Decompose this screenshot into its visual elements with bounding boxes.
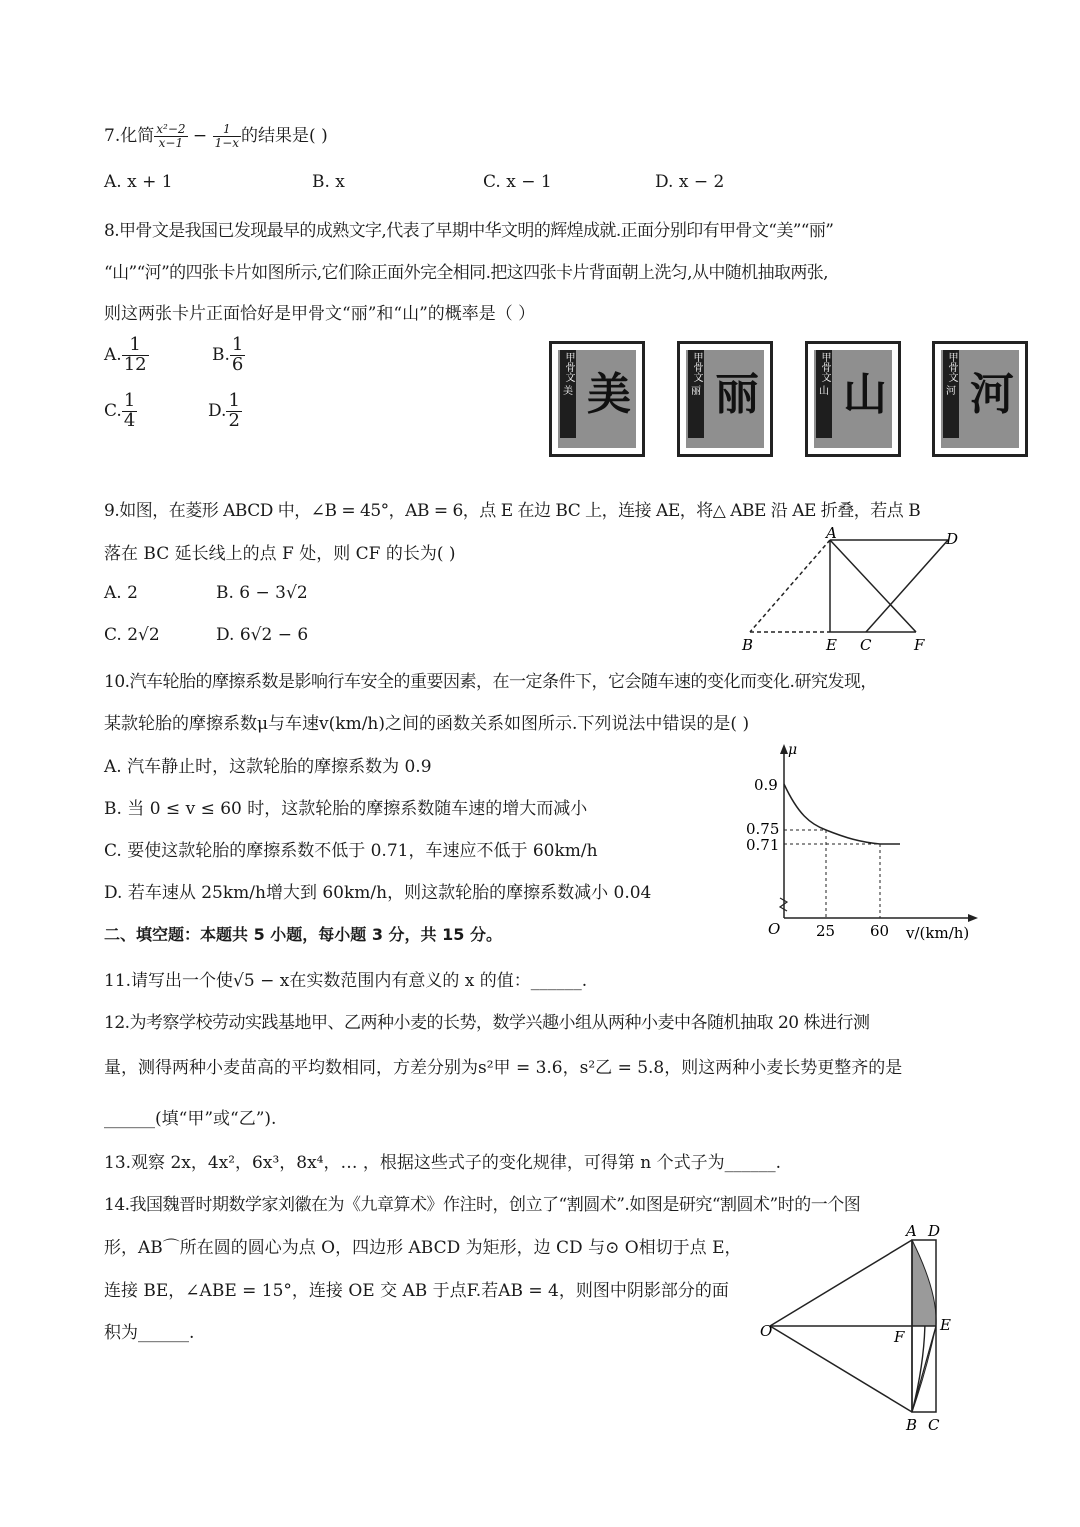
label-F: F xyxy=(894,1328,905,1346)
label-B: B xyxy=(906,1416,918,1434)
q8-option-d xyxy=(208,392,242,431)
q8-line-2: “山”“河”的四张卡片如图所示,它们除正面外完全相同.把这四张卡片背面朝上洗匀,从中随机抽取两张, xyxy=(104,263,828,283)
card-strip xyxy=(943,350,959,438)
y-tick-0-9: 0.9 xyxy=(754,776,778,794)
q7-fraction-2 xyxy=(213,123,241,149)
label-O: O xyxy=(760,1322,773,1340)
q7-frac2-den: 1−x xyxy=(214,136,240,150)
oracle-glyph-he: 河 xyxy=(970,369,1014,420)
card-strip xyxy=(816,350,832,438)
label-A: A xyxy=(906,1222,917,1240)
q14-line-2: 形，AB⌒所在圆的圆心为点 O，四边形 ABCD 为矩形，边 CD 与⊙ O相切于点 E， xyxy=(104,1238,742,1258)
q10-line-2: 某款轮胎的摩擦系数μ与车速v(km/h)之间的函数关系如图所示.下列说法中错误的是( ) xyxy=(104,714,750,734)
q7-prefix: 7.化简 xyxy=(104,126,155,146)
x-axis-label: v/(km/h) xyxy=(906,924,970,942)
q9-line-2: 落在 BC 延长线上的点 F 处，则 CF 的长为( ) xyxy=(104,544,456,564)
oracle-card-he xyxy=(932,341,1028,457)
card-strip-text: 甲骨文 xyxy=(563,352,574,382)
card-tag: 丽 xyxy=(691,386,701,397)
label-D: D xyxy=(946,530,959,548)
label-D: D xyxy=(928,1222,941,1240)
q8-option-d-num: 1 xyxy=(228,390,240,411)
q11-text: 11.请写出一个使√5 − x在实数范围内有意义的 x 的值：______. xyxy=(104,971,588,991)
q8-option-b xyxy=(212,336,245,375)
q9-option-b: B. 6 − 3√2 xyxy=(216,583,308,603)
q7-minus: − xyxy=(192,126,208,146)
q9-option-c: C. 2√2 xyxy=(104,625,160,645)
q10-line-1: 10.汽车轮胎的摩擦系数是影响行车安全的重要因素，在一定条件下，它会随车速的变化而变化.研究发现， xyxy=(104,672,877,692)
card-tag: 美 xyxy=(563,386,573,397)
q8-option-d-den: 2 xyxy=(228,409,240,431)
q8-option-c xyxy=(104,392,137,431)
card-tag: 山 xyxy=(819,386,829,397)
q13-text: 13.观察 2x，4x²，6x³，8x⁴，… ，根据这些式子的变化规律，可得第 n 个式子为______. xyxy=(104,1153,782,1173)
oracle-card-shan xyxy=(805,341,901,457)
rhombus-figure xyxy=(730,524,980,658)
q7-option-c: C. x − 1 xyxy=(483,172,552,192)
q7-suffix: 的结果是( ) xyxy=(241,126,328,146)
q9-option-a: A. 2 xyxy=(104,583,138,603)
label-A: A xyxy=(826,524,837,542)
y-axis-label: μ xyxy=(788,742,798,758)
q8-line-3: 则这两张卡片正面恰好是甲骨文“丽”和“山”的概率是（ ） xyxy=(104,304,536,324)
circle-cutting-figure xyxy=(756,1222,976,1436)
q8-option-c-fraction xyxy=(122,392,137,431)
q10-option-a: A. 汽车静止时，这款轮胎的摩擦系数为 0.9 xyxy=(104,757,432,777)
q8-line-1: 8.甲骨文是我国已发现最早的成熟文字,代表了早期中华文明的辉煌成就.正面分别印有甲骨文“美”“丽” xyxy=(104,221,834,241)
label-C: C xyxy=(928,1416,940,1434)
q12-line-1: 12.为考察学校劳动实践基地甲、乙两种小麦的长势，数学兴趣小组从两种小麦中各随机抽取 20 株进行测 xyxy=(104,1013,870,1033)
label-B: B xyxy=(742,636,754,654)
q8-option-b-num: 1 xyxy=(231,334,244,355)
q8-option-a-label: A. xyxy=(104,344,122,365)
oracle-glyph-mei: 美 xyxy=(587,369,631,420)
q8-option-a-num: 1 xyxy=(122,336,149,356)
q14-line-4: 积为______. xyxy=(104,1323,195,1343)
x-tick-60: 60 xyxy=(870,922,890,940)
q7-stem xyxy=(104,116,328,156)
q8-option-b-den: 6 xyxy=(231,353,244,375)
q9-line-1: 9.如图，在菱形 ABCD 中，∠B = 45°，AB = 6，点 E 在边 BC 上，连接 AE，将△ ABE 沿 AE 折叠，若点 B xyxy=(104,501,921,521)
oracle-glyph-shan: 山 xyxy=(843,369,887,420)
q7-option-a: A. x + 1 xyxy=(104,172,173,192)
section-2-heading: 二、填空题：本题共 5 小题，每小题 3 分，共 15 分。 xyxy=(104,925,502,944)
q8-option-d-fraction xyxy=(226,392,241,431)
q8-option-a xyxy=(104,336,149,375)
card-strip xyxy=(688,350,704,438)
q7-frac1-num: x²−2 xyxy=(156,122,186,137)
friction-graph xyxy=(746,742,990,942)
card-tag: 河 xyxy=(946,386,956,397)
q7-option-d: D. x − 2 xyxy=(655,172,725,192)
q10-option-b: B. 当 0 ≤ v ≤ 60 时，这款轮胎的摩擦系数随车速的增大而减小 xyxy=(104,799,588,819)
oracle-card-mei xyxy=(549,341,645,457)
q12-line-2: 量，测得两种小麦苗高的平均数相同，方差分别为s²甲 = 3.6，s²乙 = 5.8，则这两种小麦长势更整齐的是 xyxy=(104,1058,903,1078)
oracle-glyph-li: 丽 xyxy=(715,369,759,420)
q8-option-b-fraction xyxy=(230,336,245,375)
label-C: C xyxy=(860,636,872,654)
q7-option-b: B. x xyxy=(312,172,345,192)
q14-line-3: 连接 BE，∠ABE = 15°，连接 OE 交 AB 于点F.若AB = 4，则图中阴影部分的面 xyxy=(104,1281,729,1301)
q7-fraction-1 xyxy=(154,123,187,149)
card-strip-text: 甲骨文 xyxy=(946,352,957,382)
q8-option-c-num: 1 xyxy=(123,390,136,411)
q12-line-3: ______(填“甲”或“乙”). xyxy=(104,1109,277,1129)
q8-option-c-den: 4 xyxy=(123,409,136,431)
label-E: E xyxy=(826,636,837,654)
card-strip-text: 甲骨文 xyxy=(819,352,830,382)
q9-option-d: D. 6√2 − 6 xyxy=(216,625,309,645)
q8-option-c-label: C. xyxy=(104,400,122,421)
q8-option-b-label: B. xyxy=(212,344,230,365)
q8-option-a-fraction xyxy=(122,336,149,375)
x-tick-25: 25 xyxy=(816,922,836,940)
q8-option-a-den: 12 xyxy=(123,353,147,375)
q14-line-1: 14.我国魏晋时期数学家刘徽在为《九章算术》作注时，创立了“割圆术”.如图是研究“割圆术”时的一个图 xyxy=(104,1195,861,1215)
q7-frac1-den: x−1 xyxy=(158,136,184,150)
card-strip-text: 甲骨文 xyxy=(691,352,702,382)
oracle-card-li xyxy=(677,341,773,457)
card-strip xyxy=(560,350,576,438)
y-tick-0-71: 0.71 xyxy=(746,836,780,854)
y-tick-0-75: 0.75 xyxy=(746,820,780,838)
label-F: F xyxy=(914,636,925,654)
q8-option-d-label: D. xyxy=(208,400,227,421)
q7-frac2-num: 1 xyxy=(213,123,241,137)
origin-label: O xyxy=(768,920,781,938)
label-E: E xyxy=(940,1316,951,1334)
q10-option-d: D. 若车速从 25km/h增大到 60km/h，则这款轮胎的摩擦系数减小 0.04 xyxy=(104,883,652,903)
q10-option-c: C. 要使这款轮胎的摩擦系数不低于 0.71，车速应不低于 60km/h xyxy=(104,841,598,861)
